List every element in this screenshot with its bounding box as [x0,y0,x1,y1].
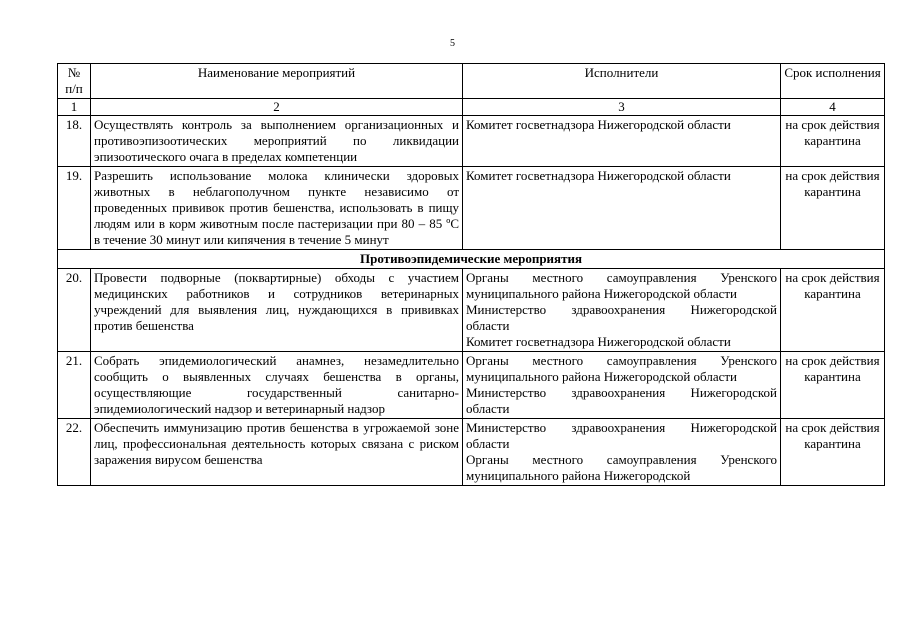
executor-entry: Комитет госветнадзора Нижегородской области [466,334,731,349]
row-number: 18. [58,116,91,167]
term-cell: на срок действия карантина [781,269,885,352]
measure-name: Обеспечить иммунизацию против бешенства в угрожаемой зоне лиц, профессиональная деятельность которых связана с риском заражения вирусом бешенства [91,419,463,486]
table-row [58,269,885,352]
table-row [58,116,885,167]
column-number: 4 [781,99,885,116]
executor-entry: Органы местного самоуправления Уренского муниципального района Нижегородской области [466,270,777,301]
header-executors: Исполнители [463,64,781,99]
section-title: Противоэпидемические мероприятия [58,250,885,269]
header-name: Наименование мероприятий [91,64,463,99]
term-cell: на срок действия карантина [781,167,885,250]
executors-cell [463,269,781,352]
page-number: 5 [450,38,455,49]
table-row [58,352,885,419]
measure-name: Собрать эпидемиологический анамнез, незамедлительно сообщить о выявленных случаях бешенства в органы, осуществляющие государственный санитарно-эпидемиологический надзор и ветеринарный надзор [91,352,463,419]
table-body-part2 [58,269,885,486]
table-body-part1 [58,116,885,250]
executor-entry: Органы местного самоуправления Уренского муниципального района Нижегородской [466,452,777,483]
term-cell: на срок действия карантина [781,116,885,167]
executor-entry: Министерство здравоохранения Нижегородской области [466,385,777,416]
header-term: Срок исполнения [781,64,885,99]
column-number: 1 [58,99,91,116]
measure-name: Разрешить использование молока клинически здоровых животных в неблагополучном пункте независимо от проведенных прививок против бешенства, использовать в пищу людям или в корм животным после пастеризации при 80 – 85 ºС в течение 30 минут или кипячения в течение 5 минут [91,167,463,250]
executors-cell [463,419,781,486]
column-number: 3 [463,99,781,116]
section-row [58,250,885,269]
header-num: № п/п [58,64,91,99]
measures-table [57,63,885,486]
column-number-row [58,99,885,116]
executor-entry: Министерство здравоохранения Нижегородской области [466,302,777,333]
term-cell: на срок действия карантина [781,419,885,486]
measure-name: Провести подворные (поквартирные) обходы с участием медицинских работников и сотрудников ветеринарных учреждений для выявления лиц, нуждающихся в прививках против бешенства [91,269,463,352]
row-number: 21. [58,352,91,419]
table-header-row [58,64,885,99]
term-cell: на срок действия карантина [781,352,885,419]
executors-cell: Комитет госветнадзора Нижегородской области [463,116,781,167]
executor-entry: Органы местного самоуправления Уренского муниципального района Нижегородской области [466,353,777,384]
measure-name: Осуществлять контроль за выполнением организационных и противоэпизоотических мероприятий по ликвидации эпизоотического очага в пределах компетенции [91,116,463,167]
column-number: 2 [91,99,463,116]
row-number: 19. [58,167,91,250]
row-number: 20. [58,269,91,352]
table-row [58,167,885,250]
table-row [58,419,885,486]
executors-cell [463,352,781,419]
executor-entry: Министерство здравоохранения Нижегородской области [466,420,777,451]
row-number: 22. [58,419,91,486]
executors-cell: Комитет госветнадзора Нижегородской области [463,167,781,250]
